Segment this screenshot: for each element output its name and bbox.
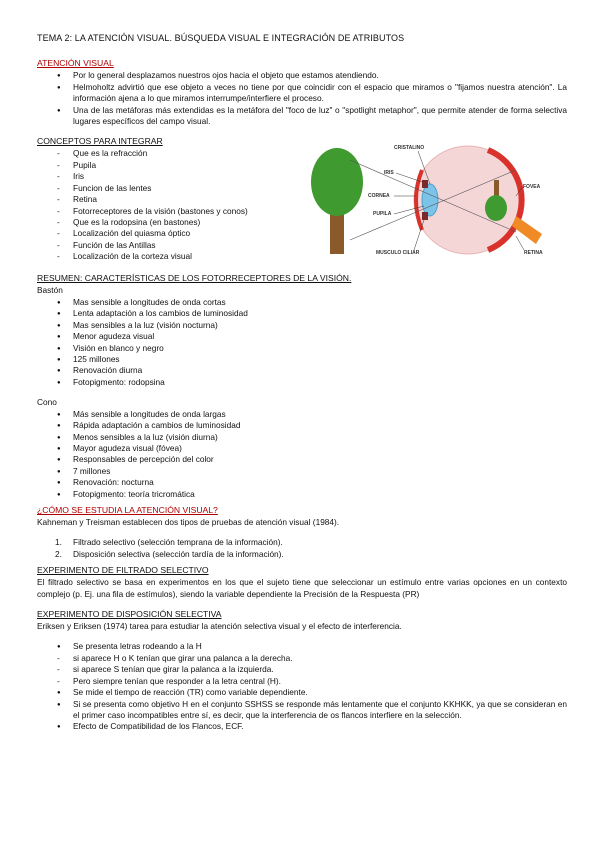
- list-item: ● Una de las metáforas más extendidas es la metáfora del "foco de luz" o "spotlight metaphor", que permite atender de forma selectiva lugares específicos del campo visual.: [37, 105, 567, 128]
- list-item: ● Rápida adaptación a cambios de luminosidad: [37, 420, 567, 431]
- label-cristalino: CRISTALINO: [394, 145, 425, 152]
- list-item: ● Menor agudeza visual: [37, 331, 567, 342]
- ciliary-muscle: [422, 180, 428, 188]
- inverted-tree-crown: [485, 195, 507, 221]
- baston-list: [37, 297, 567, 389]
- list-item: - Localización de la corteza visual: [37, 251, 567, 262]
- disposicion-list-b: [37, 653, 567, 687]
- list-item: - Localización del quiasma óptico: [37, 228, 567, 239]
- eye-diagram: [310, 140, 568, 260]
- list-item: - Que es la rodopsina (en bastones): [37, 217, 567, 228]
- list-item: - Pero siempre tenían que responder a la letra central (H).: [37, 676, 567, 687]
- optic-nerve: [512, 216, 542, 244]
- section-heading-resumen: RESUMEN: CARACTERÍSTICAS DE LOS FOTORRECEPTORES DE LA VISIÓN.: [37, 273, 352, 284]
- list-item: ● Responsables de percepción del color: [37, 454, 567, 465]
- label-fovea: FOVEA: [523, 184, 541, 191]
- ciliary-muscle: [422, 212, 428, 220]
- label-musculo-ciliar: MUSCULO CILIAR: [376, 250, 420, 257]
- disposicion-list-c: [37, 687, 567, 733]
- disposicion-list-a: [37, 641, 567, 652]
- list-item: ● 125 millones: [37, 354, 567, 365]
- section-heading-atencion: ATENCIÓN VISUAL: [37, 58, 114, 69]
- list-item: - Función de las Antillas: [37, 240, 567, 251]
- list-item: ● Se presenta letras rodeando a la H: [37, 641, 567, 652]
- list-item: ● Mayor agudeza visual (fóvea): [37, 443, 567, 454]
- baston-label: Bastón: [37, 285, 63, 296]
- section-heading-estudio: ¿CÓMO SE ESTUDIA LA ATENCIÓN VISUAL?: [37, 505, 218, 516]
- list-item: ● Si se presenta como objetivo H en el conjunto SSHSS se responde más lentamente que el conjunto KKHKK, ya que se consideran en el primer caso incompatibles entre sí, es decir, que la interferencia de os flancos interfiere en la selección.: [37, 699, 567, 722]
- list-item: ● Helmoholtz advirtió que ese objeto a veces no tiene por que coincidir con el espacio que miramos o "fijamos nuestra atención". La información ajena a lo que miramos interrumpe/interfiere el proceso.: [37, 82, 567, 105]
- disposicion-intro: Eriksen y Eriksen (1974) tarea para estudiar la atención selectiva visual y el efecto de interferencia.: [37, 620, 402, 631]
- section-heading-disposicion: EXPERIMENTO DE DISPOSICIÓN SELECTIVA: [37, 609, 222, 620]
- list-item: ● 7 millones: [37, 466, 567, 477]
- document-page: [37, 32, 567, 733]
- list-item: ● Mas sensibles a la luz (visión nocturna): [37, 320, 567, 331]
- estudio-intro: Kahneman y Treisman establecen dos tipos de pruebas de atención visual (1984).: [37, 517, 340, 528]
- list-item: - Que es la refracción: [37, 148, 567, 159]
- list-item: - Funcion de las lentes: [37, 183, 567, 194]
- list-item: ● Fotopigmento: rodopsina: [37, 377, 567, 388]
- estudio-list: [37, 537, 567, 560]
- cono-label: Cono: [37, 397, 57, 408]
- list-item: ● Por lo general desplazamos nuestros ojos hacia el objeto que estamos atendiendo.: [37, 70, 567, 81]
- label-pupila: PUPILA: [373, 211, 392, 218]
- list-item: ● Renovación: nocturna: [37, 477, 567, 488]
- list-item: ● Más sensible a longitudes de onda largas: [37, 409, 567, 420]
- cono-list: [37, 409, 567, 501]
- list-item: 2. Disposición selectiva (selección tardía de la información).: [55, 548, 284, 559]
- list-item: - Pupila: [37, 160, 567, 171]
- list-item: ● Fotopigmento: teoría tricromática: [37, 489, 567, 500]
- section-heading-filtrado: EXPERIMENTO DE FILTRADO SELECTIVO: [37, 565, 209, 576]
- conceptos-section: [37, 136, 567, 268]
- label-retina: RETINA: [524, 250, 543, 257]
- list-item: ● Lenta adaptación a los cambios de luminosidad: [37, 308, 567, 319]
- list-item: ● Renovación diurna: [37, 365, 567, 376]
- atencion-list: [37, 70, 567, 127]
- document-title: TEMA 2: LA ATENCIÓN VISUAL. BÚSQUEDA VISUAL E INTEGRACIÓN DE ATRIBUTOS: [37, 33, 405, 43]
- list-item: ● Se mide el tiempo de reacción (TR) como variable dependiente.: [37, 687, 567, 698]
- label-iris: IRIS: [384, 170, 394, 177]
- list-item: - Fotorreceptores de la visión (bastones y conos): [37, 206, 567, 217]
- eye-lens: [422, 184, 438, 216]
- list-item: ● Visión en blanco y negro: [37, 343, 567, 354]
- list-item: - si aparece H o K tenían que girar una palanca a la derecha.: [37, 653, 567, 664]
- list-item: - si aparece S tenían que girar la palanca a la izquierda.: [37, 664, 567, 675]
- tree-crown: [311, 148, 363, 216]
- filtrado-text: El filtrado selectivo se basa en experimentos en los que el sujeto tiene que seleccionar un estímulo entre varias opciones en un contexto complejo (p. Ej. una fila de estímulos), siendo la variable dependiente la Precisión de la Respuesta (PR): [37, 577, 567, 599]
- list-item: - Iris: [37, 171, 567, 182]
- list-item: 1. Filtrado selectivo (selección temprana de la información).: [55, 537, 283, 548]
- list-item: ● Mas sensible a longitudes de onda cortas: [37, 297, 567, 308]
- label-cornea: CORNEA: [368, 193, 390, 200]
- list-item: ● Efecto de Compatibilidad de los Flancos, ECF.: [37, 721, 567, 732]
- list-item: ● Menos sensibles a la luz (visión diurna): [37, 432, 567, 443]
- section-heading-conceptos: CONCEPTOS PARA INTEGRAR: [37, 136, 163, 147]
- list-item: - Retina: [37, 194, 567, 205]
